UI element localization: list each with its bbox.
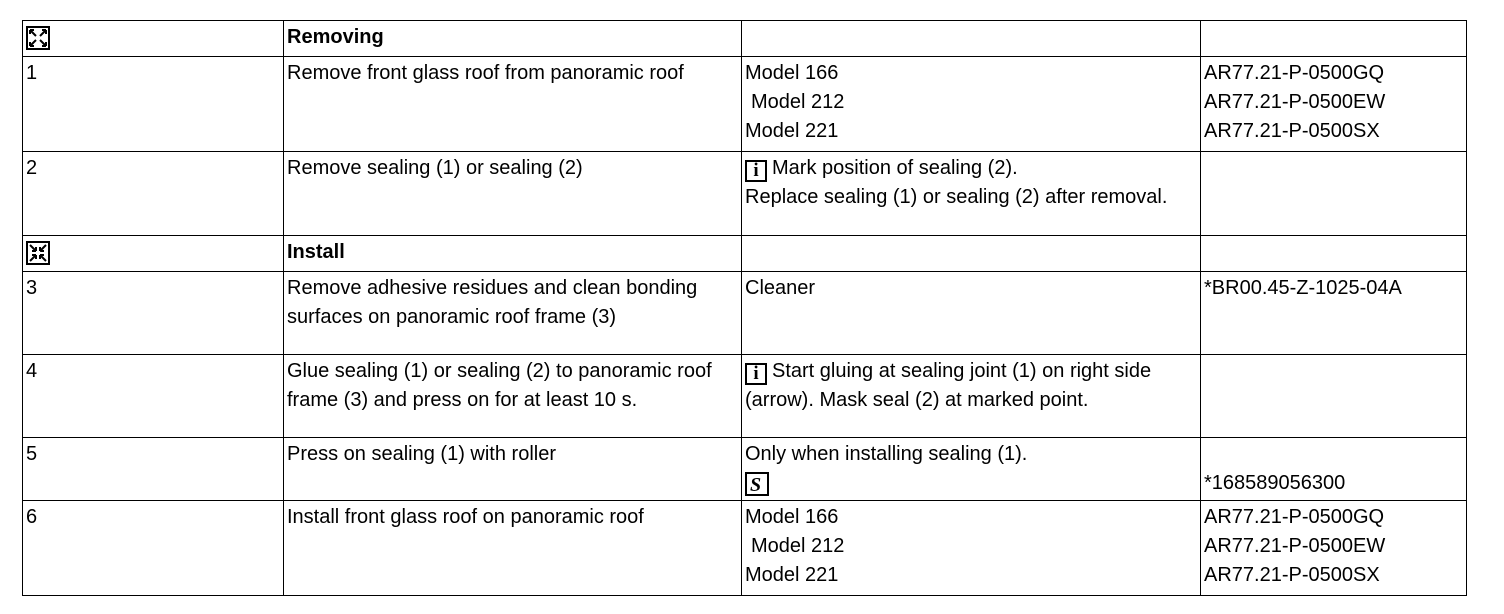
section-title-removing: Removing — [284, 21, 742, 57]
reference-link[interactable]: *BR00.45-Z-1025-04A — [1201, 272, 1467, 355]
step-text: Install front glass roof on panoramic roof — [284, 501, 742, 596]
table-row — [23, 272, 1467, 355]
step-number: 2 — [23, 152, 284, 236]
section-title-install: Install — [284, 236, 742, 272]
step-text: Press on sealing (1) with roller — [284, 438, 742, 501]
table-row — [23, 57, 1467, 152]
step-number: 5 — [23, 438, 284, 501]
reference-link[interactable]: AR77.21-P-0500EW — [1204, 91, 1386, 113]
reference-link[interactable]: AR77.21-P-0500SX — [1204, 120, 1380, 142]
step-number: 6 — [23, 501, 284, 596]
compress-arrows-icon — [26, 241, 50, 265]
info-icon: i — [745, 363, 767, 385]
step-info: Model 166 Model 212 Model 221 — [742, 501, 1201, 596]
section-icon-cell — [23, 236, 284, 272]
expand-arrows-icon — [26, 26, 50, 50]
step-text: Remove sealing (1) or sealing (2) — [284, 152, 742, 236]
table-row — [23, 438, 1467, 501]
step-reference — [1201, 501, 1467, 596]
step-info: i Mark position of sealing (2). Replace sealing (1) or sealing (2) after removal. — [742, 152, 1201, 236]
reference-link[interactable]: AR77.21-P-0500SX — [1204, 564, 1380, 586]
special-tool-icon: S — [745, 472, 769, 496]
step-text: Remove adhesive residues and clean bonding surfaces on panoramic roof frame (3) — [284, 272, 742, 355]
section-row-install — [23, 236, 1467, 272]
table-row — [23, 355, 1467, 438]
reference-link[interactable]: AR77.21-P-0500EW — [1204, 535, 1386, 557]
step-info: Only when installing sealing (1). S — [742, 438, 1201, 501]
step-reference — [1201, 57, 1467, 152]
step-number: 3 — [23, 272, 284, 355]
section-icon-cell — [23, 21, 284, 57]
step-reference — [1201, 438, 1467, 501]
step-text: Remove front glass roof from panoramic roof — [284, 57, 742, 152]
step-number: 4 — [23, 355, 284, 438]
procedure-table — [22, 20, 1467, 596]
step-info: Model 166 Model 212 Model 221 — [742, 57, 1201, 152]
info-icon: i — [745, 160, 767, 182]
step-number: 1 — [23, 57, 284, 152]
reference-link[interactable]: AR77.21-P-0500GQ — [1204, 506, 1385, 528]
step-text: Glue sealing (1) or sealing (2) to panoramic roof frame (3) and press on for at least 10 s. — [284, 355, 742, 438]
step-info: i Start gluing at sealing joint (1) on right side (arrow). Mask seal (2) at marked point. — [742, 355, 1201, 438]
reference-link[interactable]: AR77.21-P-0500GQ — [1204, 62, 1385, 84]
section-row-removing — [23, 21, 1467, 57]
table-row — [23, 152, 1467, 236]
reference-link[interactable]: *168589056300 — [1204, 472, 1346, 494]
table-row — [23, 501, 1467, 596]
step-info: Cleaner — [742, 272, 1201, 355]
